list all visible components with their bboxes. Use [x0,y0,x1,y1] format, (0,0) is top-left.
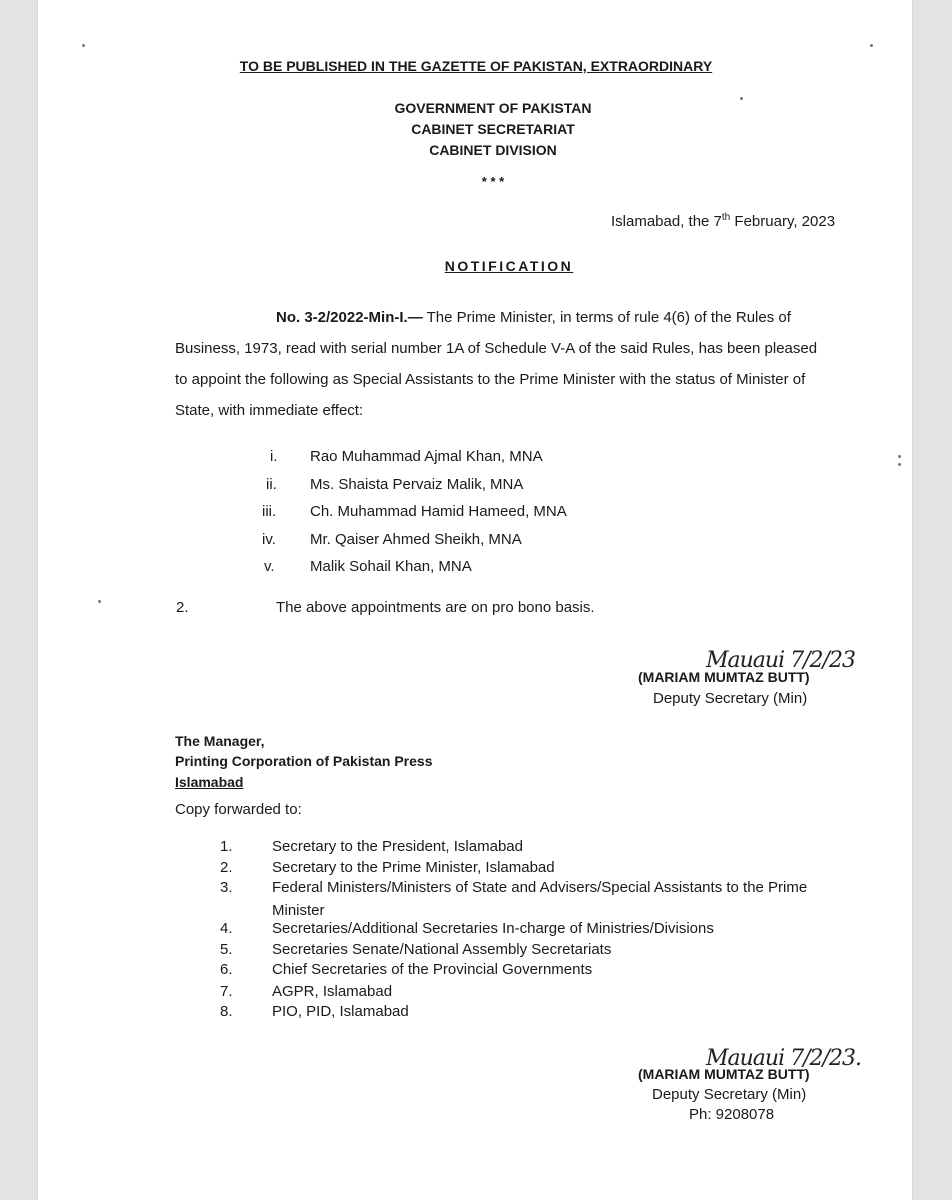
signatory-title-1: Deputy Secretary (Min) [653,690,808,707]
gazette-heading: TO BE PUBLISHED IN THE GAZETTE OF PAKISTAN, EXTRAORDINARY [239,58,713,74]
scan-speck [870,44,873,47]
para2-number: 2. [176,599,189,616]
para1-line4: State, with immediate effect: [175,402,364,419]
addressee-line1: The Manager, [175,733,265,749]
signature-2: Mauaui 7/2/23. [706,1046,861,1071]
signatory-phone: Ph: 9208078 [689,1106,775,1123]
scan-speck [898,463,901,466]
scan-speck [898,455,901,458]
header-secretariat: CABINET SECRETARIAT [411,121,575,137]
header-division: CABINET DIVISION [429,142,557,158]
scan-speck [98,600,101,603]
document-date: Islamabad, the 7th February, 2023 [611,212,836,230]
header-government: GOVERNMENT OF PAKISTAN [394,100,592,116]
signatory-title-2: Deputy Secretary (Min) [652,1086,807,1103]
para1-line1: No. 3-2/2022-Min-I.— The Prime Minister, in terms of rule 4(6) of the Rules of [276,309,791,326]
para2-text: The above appointments are on pro bono basis. [276,599,595,616]
signatory-name-2: (MARIAM MUMTAZ BUTT) [638,1066,810,1082]
addressee-line3: Islamabad [175,774,244,790]
notification-title: NOTIFICATION [444,258,574,274]
para1-line2: Business, 1973, read with serial number 1A of Schedule V-A of the said Rules, has been pleased [175,340,818,357]
signature-1: Mauaui 7/2/23 [706,648,855,673]
scan-speck [82,44,85,47]
addressee-line2: Printing Corporation of Pakistan Press [175,753,433,769]
signatory-name-1: (MARIAM MUMTAZ BUTT) [638,669,810,685]
copy-forwarded-label: Copy forwarded to: [175,801,302,818]
header-stars: * * * [481,174,505,189]
para1-line3: to appoint the following as Special Assistants to the Prime Minister with the status of Minister of [175,371,806,388]
